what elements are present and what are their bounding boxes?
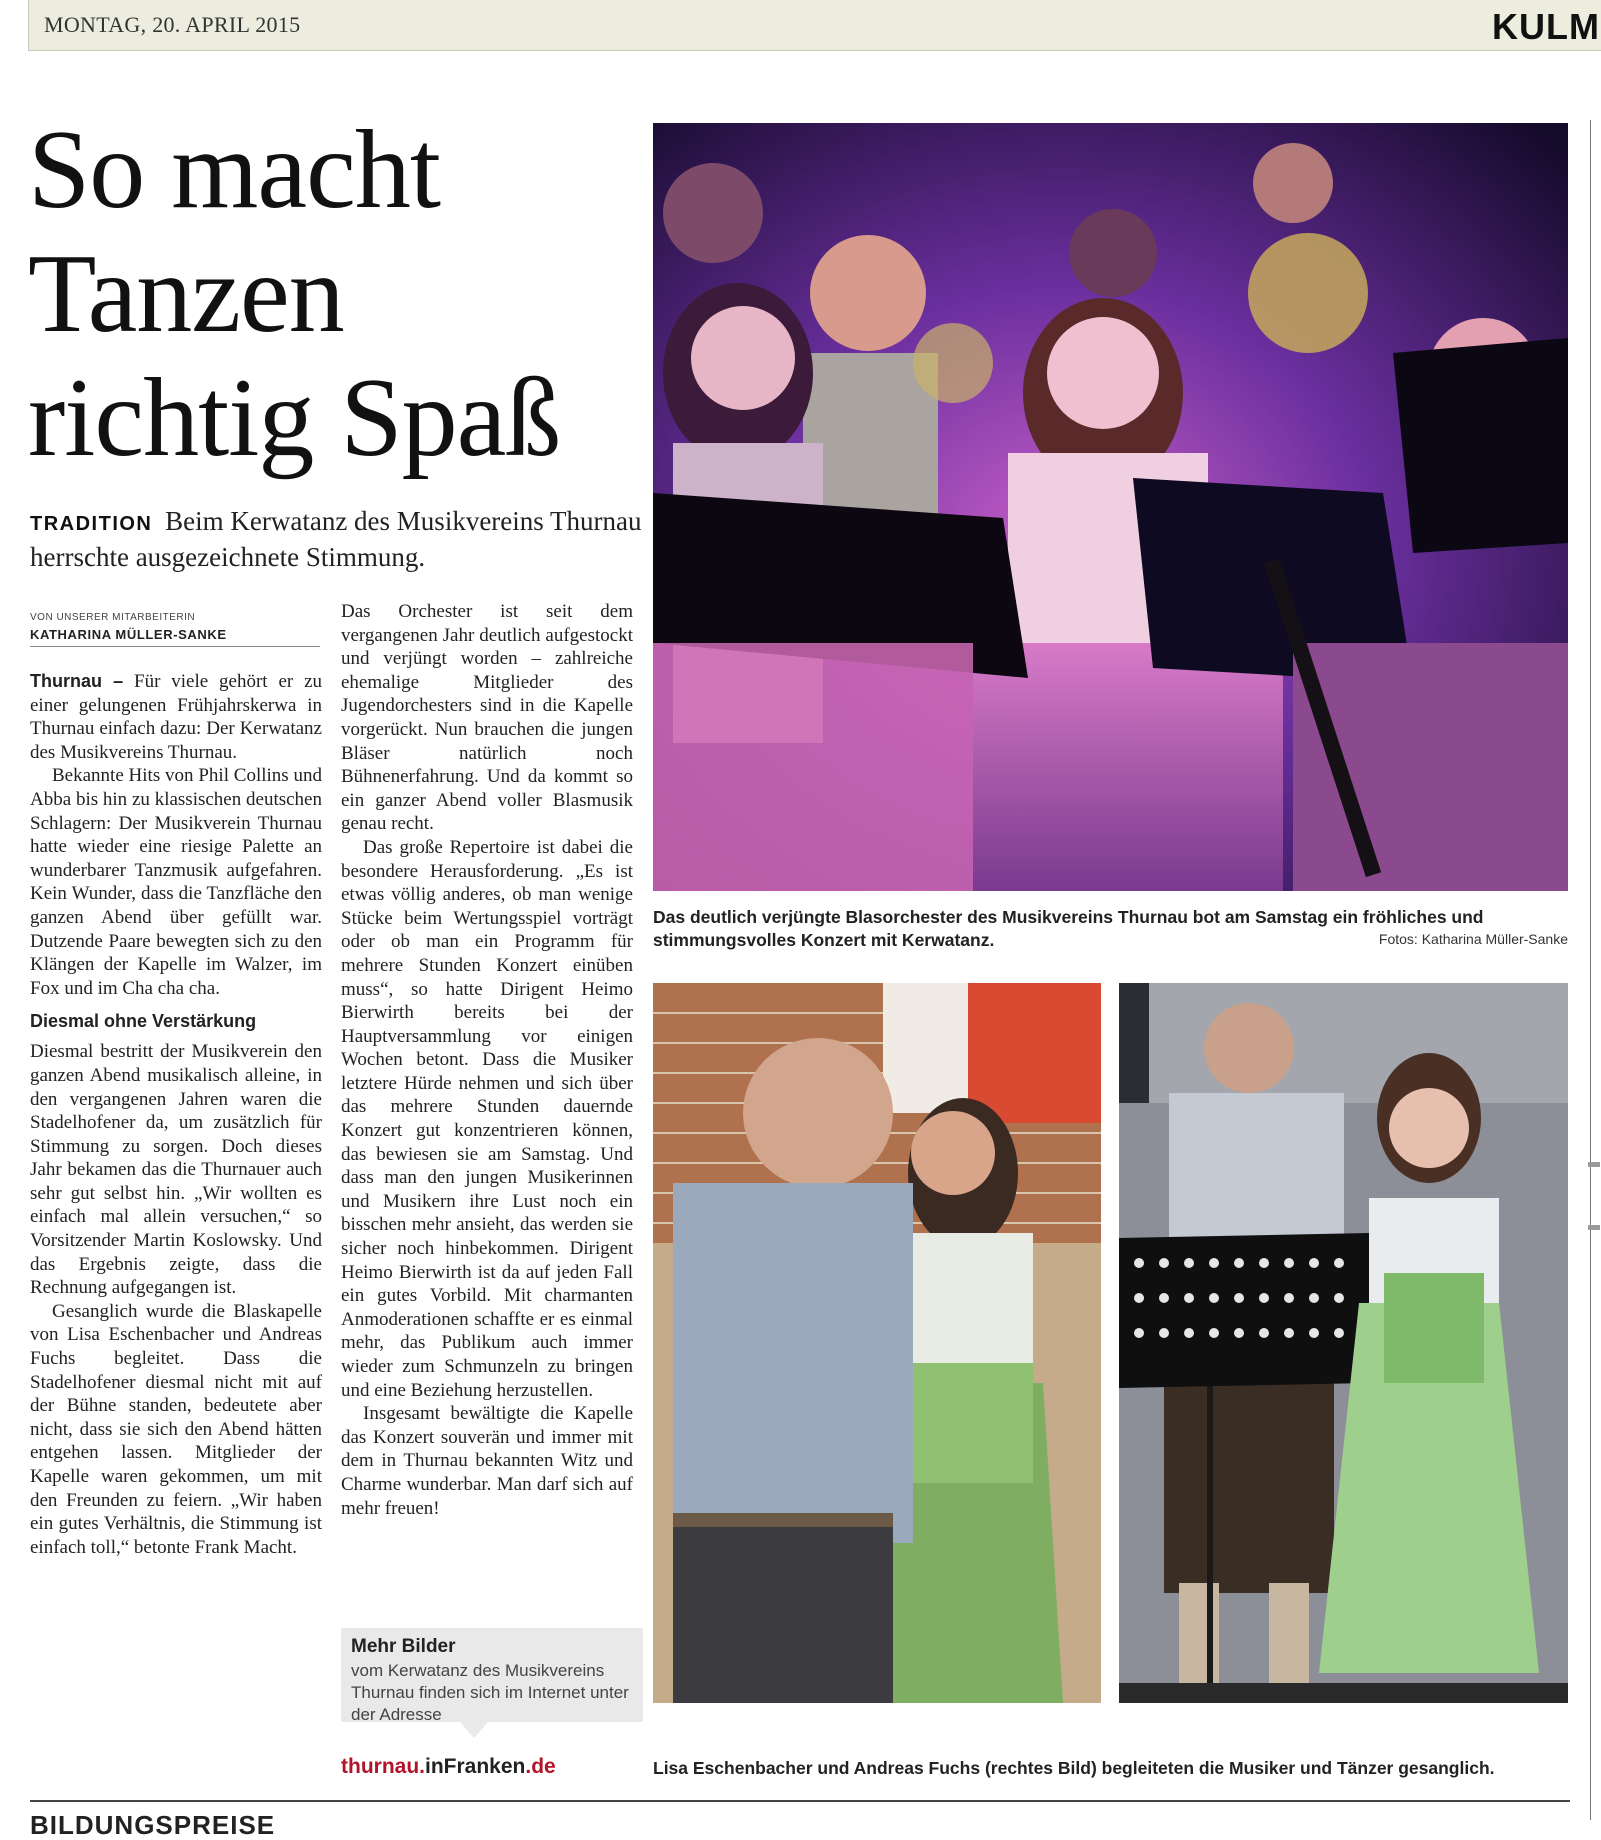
headline-line-2: Tanzen — [28, 232, 344, 356]
paragraph-1-text: Für viele gehört er zu einer gelungenen Frühjahrskerwa in Thurnau einfach dazu: Der Kerwatanz des Musikvereins Thurnau. — [30, 671, 322, 763]
section-name: KULM — [1492, 6, 1600, 47]
more-photos-box — [341, 1628, 643, 1722]
kicker-text: Beim Kerwatanz des Musikvereins Thurnau herrschte ausgezeichnete Stimmung. — [30, 506, 642, 572]
byline-name: KATHARINA MÜLLER-SANKE — [30, 627, 227, 642]
dancing-couple-photo — [653, 983, 1101, 1703]
more-photos-link[interactable] — [341, 1755, 556, 1779]
kicker-label: TRADITION — [30, 513, 153, 535]
dateline: Thurnau – — [30, 671, 124, 691]
paragraph-7: Insgesamt bewältigte die Kapelle das Konzert souverän und immer mit dem in Thurnau bekannten Witz und Charme wunderbar. Man darf sich auf mehr freuen! — [341, 1403, 633, 1519]
byline-role: VON UNSERER MITARBEITERIN — [30, 612, 196, 623]
headline-line-3: richtig Spaß — [28, 356, 561, 480]
more-photos-title: Mehr Bilder — [351, 1636, 456, 1657]
edge-bar-1 — [1588, 1162, 1600, 1167]
next-article-heading: BILDUNGSPREISE — [30, 1810, 276, 1840]
paragraph-6: Das große Repertoire ist dabei die besondere Herausforderung. „Es ist etwas völlig anderes, ob man wenige Stücke beim Wertungsspiel vorträgt oder ob man ein Programm für mehrere Stunden Konzert einüben muss“, so hatte Dirigent Heimo Bierwirth bereits bei der Hauptversammlung vor einigen Wochen betont. Dass die Musiker letztere Hürde nehmen und sich über das mehrere Stunden dauernde Konzert gut konzentrieren können, das bewiesen sie am Samstag. Und dass man den jungen Musikerinnen und Musikern ihre Lust noch ein bisschen mehr ansieht, das werden sie sicher noch hinbekommen. Dirigent Heimo Bierwirth ist da auf jeden Fall ein gutes Vorbild. Mit charmanten Anmoderationen schaffte er es einmal mehr, das Publikum auch immer wieder zum Schmunzeln zu bringen und eine Beziehung herzustellen. — [341, 836, 633, 1401]
url-part-2: inFranken — [425, 1755, 526, 1778]
subhead: Diesmal ohne Verstärkung — [30, 1011, 257, 1032]
headline-line-1: So macht — [28, 108, 440, 232]
url-part-3: .de — [525, 1755, 556, 1778]
singers-photo — [1119, 983, 1568, 1703]
orchestra-photo — [653, 123, 1568, 891]
paragraph-5: Das Orchester ist seit dem vergangenen Jahr deutlich aufgestockt und verjüngt worden – zahlreiche ehemalige Mitglieder des Jugendorchesters sind in die Kapelle vorgerückt. Nun brauchen die jungen Bläser natürlich noch Bühnenerfahrung. Und da kommt so ein ganzer Abend voller Blasmusik genau recht. — [341, 601, 633, 835]
paragraph-1 — [30, 670, 322, 764]
more-photos-text: vom Kerwatanz des Musikvereins Thurnau finden sich im Internet unter der Adresse — [351, 1661, 629, 1724]
info-box-pointer — [460, 1722, 488, 1738]
orchestra-caption: Das deutlich verjüngte Blasorchester des Musikvereins Thurnau bot am Samstag ein fröhliches und stimmungsvolles Konzert mit Kerwatanz. — [653, 907, 1484, 950]
singers-caption: Lisa Eschenbacher und Andreas Fuchs (rechtes Bild) begleiteten die Musiker und Tänzer gesanglich. — [653, 1758, 1495, 1778]
url-part-1: thurnau. — [341, 1755, 425, 1778]
bottom-rule — [30, 1800, 1570, 1802]
article-column-2 — [341, 600, 633, 1520]
edge-bar-2 — [1588, 1225, 1600, 1230]
headline — [28, 108, 648, 480]
byline — [30, 612, 320, 647]
article-column-1 — [30, 670, 322, 1559]
paragraph-4: Gesanglich wurde die Blaskapelle von Lisa Eschenbacher und Andreas Fuchs begleitet. Dass die Stadelhofener diesmal nicht mit auf der Bühne standen, bedeutete aber nicht, dass sie sich den Abend hätten entgehen lassen. Mitglieder der Kapelle waren gekommen, um mit den Freunden zu feiern. „Wir haben ein gutes Verhältnis, die Stimmung ist einfach toll,“ betonte Frank Macht. — [30, 1300, 322, 1558]
photo-credit: Fotos: Katharina Müller-Sanke — [1378, 931, 1568, 947]
paragraph-2: Bekannte Hits von Phil Collins und Abba bis hin zu klassischen deutschen Schlagern: Der Musikverein Thurnau hatte wieder eine riesige Palette an wunderbarer Tanzmusik aufgefahren. Kein Wunder, dass die Tanzfläche den ganzen Abend über gefüllt war. Dutzende Paare bewegten sich zu den Klängen der Kapelle im Walzer, im Fox und im Cha cha cha. — [30, 765, 322, 999]
issue-date: MONTAG, 20. APRIL 2015 — [44, 12, 301, 37]
kicker — [30, 505, 650, 574]
paragraph-3: Diesmal bestritt der Musikverein den ganzen Abend musikalisch alleine, in den vergangenen Jahren waren die Stadelhofener da, um zusätzlich für Stimmung zu sorgen. Doch dieses Jahr bekamen das die Thurnauer auch sehr gut selbst hin. „Wir wollten es einfach mal allein versuchen,“ so Vorsitzender Martin Koslowsky. Und das Ergebnis zeigte, dass die Rechnung aufgegangen ist. — [30, 1041, 322, 1299]
column-rule — [1590, 120, 1591, 1820]
